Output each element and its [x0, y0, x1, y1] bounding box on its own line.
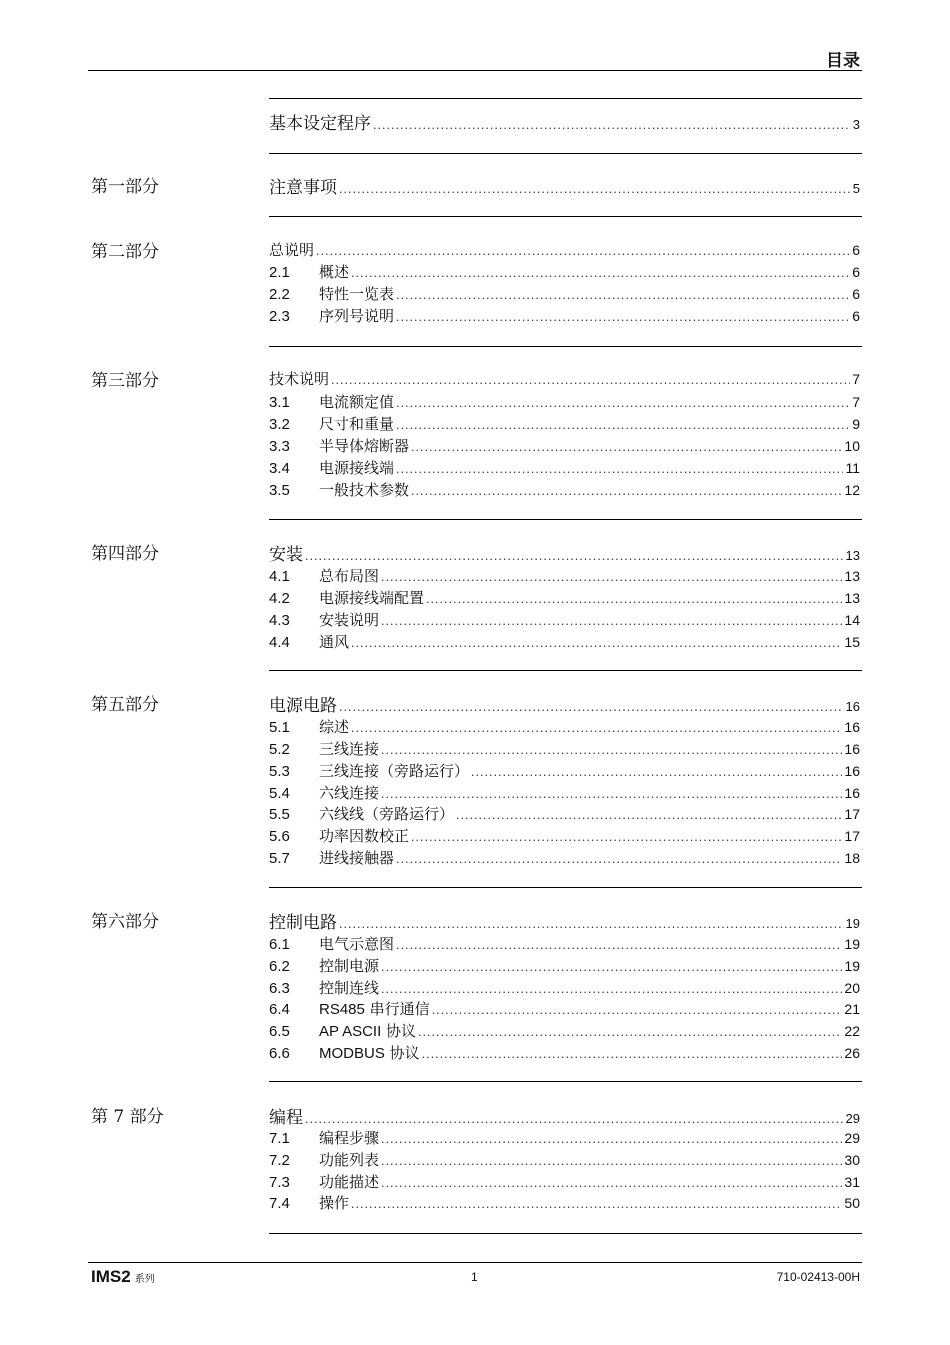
toc-subentry[interactable]	[269, 435, 860, 456]
toc-subentry-page: 13	[844, 568, 860, 584]
dot-leader	[381, 615, 842, 628]
dot-leader	[381, 961, 842, 974]
toc-subentry-page: 16	[844, 785, 860, 801]
toc-entry-page: 13	[845, 548, 860, 563]
toc-entry-label: 安装	[269, 545, 303, 565]
toc-subentry-number: 5.6	[269, 828, 290, 845]
dot-leader	[381, 1177, 842, 1190]
toc-subentry-page: 20	[844, 980, 860, 996]
toc-entry-page: 16	[845, 699, 860, 714]
toc-subentry-page: 16	[844, 741, 860, 757]
toc-subentry[interactable]	[269, 1127, 860, 1148]
toc-subentry-page: 19	[844, 958, 860, 974]
toc-entry-s7[interactable]	[269, 1103, 860, 1128]
toc-subentry-page: 11	[845, 460, 860, 476]
dot-leader	[411, 485, 842, 498]
toc-subentry-page: 21	[844, 1001, 860, 1017]
toc-subentry-label: 综述	[319, 718, 350, 736]
toc-subentry-page: 10	[844, 438, 860, 454]
toc-entry-page: 29	[845, 1111, 860, 1126]
toc-subentry-page: 7	[852, 394, 860, 410]
toc-subentry[interactable]	[269, 825, 860, 846]
toc-subentry-number: 5.7	[269, 850, 290, 867]
toc-subentry-number: 5.1	[269, 719, 290, 736]
toc-subentry-page: 30	[844, 1152, 860, 1168]
toc-subentry[interactable]	[269, 261, 860, 282]
section-divider	[269, 346, 862, 347]
toc-subentry-label: 六线线（旁路运行）	[319, 805, 455, 823]
toc-subentry-label: 电源接线端配置	[319, 589, 425, 607]
dot-leader	[471, 766, 842, 779]
toc-subentry-number: 2.2	[269, 286, 290, 303]
section-divider	[269, 670, 862, 671]
toc-subentry-number: 5.4	[269, 785, 290, 802]
toc-subentry-label: 一般技术参数	[319, 481, 410, 499]
toc-subentry-label: 进线接触器	[319, 849, 395, 867]
toc-subentry[interactable]	[269, 631, 860, 652]
toc-subentry-number: 6.2	[269, 958, 290, 975]
toc-subentry[interactable]	[269, 803, 860, 824]
toc-entry-s1[interactable]	[269, 173, 860, 198]
toc-subentry[interactable]	[269, 933, 860, 954]
toc-subentry-number: 4.3	[269, 612, 290, 629]
part-heading: 第一部分	[91, 177, 159, 197]
toc-entry-s4[interactable]	[269, 540, 860, 565]
dot-leader	[381, 744, 842, 757]
dot-leader	[396, 419, 850, 432]
dot-leader	[351, 637, 842, 650]
toc-subentry-page: 15	[844, 634, 860, 650]
toc-subentry-number: 2.3	[269, 308, 290, 325]
dot-leader	[381, 788, 842, 801]
toc-subentry-page: 17	[844, 806, 860, 822]
toc-subentry[interactable]	[269, 305, 860, 326]
section-divider	[269, 98, 862, 99]
footer-brand	[91, 1267, 155, 1287]
toc-subentry-number: 5.3	[269, 763, 290, 780]
toc-subentry[interactable]	[269, 1171, 860, 1192]
toc-subentry-label	[319, 1042, 420, 1063]
toc-subentry-page: 19	[844, 936, 860, 952]
toc-subentry-label: 安装说明	[319, 611, 380, 629]
toc-subentry[interactable]	[269, 587, 860, 608]
section-divider	[269, 216, 862, 217]
toc-subentry-page: 6	[852, 264, 860, 280]
toc-subentry-label: 特性一览表	[319, 285, 395, 303]
dot-leader	[381, 1133, 842, 1146]
toc-subentry[interactable]	[269, 1020, 860, 1041]
toc-subentry[interactable]	[269, 1042, 860, 1063]
toc-subentry-page: 9	[852, 416, 860, 432]
dot-leader	[351, 722, 842, 735]
part-heading: 第五部分	[91, 695, 159, 715]
toc-subentry-number: 5.5	[269, 806, 290, 823]
toc-subentry-number: 7.4	[269, 1195, 290, 1212]
toc-subentry[interactable]	[269, 457, 860, 478]
toc-subentry-label: 三线连接	[319, 740, 380, 758]
toc-subentry-number: 7.1	[269, 1130, 290, 1147]
toc-subentry-page: 18	[844, 850, 860, 866]
toc-subentry-page: 12	[844, 482, 860, 498]
toc-entry-label: 总说明	[269, 241, 315, 259]
dot-leader	[418, 1026, 842, 1039]
toc-subentry-number: 4.2	[269, 590, 290, 607]
toc-subentry[interactable]	[269, 1149, 860, 1170]
toc-subentry-number: 3.1	[269, 394, 290, 411]
dot-leader	[396, 289, 850, 302]
toc-subentry-page: 13	[844, 590, 860, 606]
toc-subentry-label: 控制连线	[319, 979, 380, 997]
dot-leader	[426, 593, 842, 606]
toc-subentry-label: 序列号说明	[319, 307, 395, 325]
toc-entry-page: 5	[852, 181, 860, 196]
document-code: 710-02413-00H	[776, 1270, 860, 1284]
section-divider	[269, 1081, 862, 1082]
toc-subentry-label: 通风	[319, 633, 350, 651]
toc-subentry-page: 31	[844, 1174, 860, 1190]
toc-subentry-label-latin: AP ASCII	[319, 1023, 382, 1040]
dot-leader	[411, 441, 842, 454]
toc-subentry-page: 6	[852, 286, 860, 302]
toc-entry-label: 基本设定程序	[269, 114, 371, 134]
header-divider	[88, 70, 862, 71]
toc-subentry-number: 3.3	[269, 438, 290, 455]
toc-subentry-label: 功能描述	[319, 1173, 380, 1191]
part-heading: 第三部分	[91, 371, 159, 391]
page-number: 1	[471, 1270, 478, 1284]
toc-entry-s6[interactable]	[269, 908, 860, 933]
toc-subentry-label: 六线连接	[319, 784, 380, 802]
toc-subentry-page: 16	[844, 719, 860, 735]
page-title: 目录	[826, 51, 860, 71]
toc-entry-page: 3	[852, 117, 860, 132]
toc-subentry[interactable]	[269, 391, 860, 412]
dot-leader	[316, 245, 850, 258]
part-heading: 第四部分	[91, 544, 159, 564]
toc-subentry[interactable]	[269, 283, 860, 304]
dot-leader	[351, 1198, 842, 1211]
toc-entry-s2[interactable]	[269, 239, 860, 260]
dot-leader	[396, 311, 850, 324]
dot-leader	[339, 183, 851, 196]
section-divider	[269, 887, 862, 888]
part-heading: 第二部分	[91, 242, 159, 262]
toc-subentry-label: 概述	[319, 263, 350, 281]
dot-leader	[351, 267, 850, 280]
toc-subentry-number: 2.1	[269, 264, 290, 281]
toc-subentry-page: 14	[844, 612, 860, 628]
dot-leader	[339, 701, 844, 714]
toc-subentry-label: 三线连接（旁路运行）	[319, 762, 470, 780]
toc-subentry-number: 6.5	[269, 1023, 290, 1040]
toc-subentry-page: 29	[844, 1130, 860, 1146]
toc-subentry-page: 26	[844, 1045, 860, 1061]
section-divider	[269, 153, 862, 154]
toc-subentry-page: 16	[844, 763, 860, 779]
toc-subentry-number: 6.4	[269, 1001, 290, 1018]
toc-subentry-label-cjk: 协议	[384, 1044, 420, 1062]
toc-entry-label: 注意事项	[269, 178, 337, 198]
dot-leader	[396, 939, 842, 952]
toc-subentry-label-cjk: 协议	[381, 1022, 417, 1040]
toc-subentry-label: 编程步骤	[319, 1129, 380, 1147]
toc-subentry-label: 控制电源	[319, 957, 380, 975]
toc-subentry-label: 总布局图	[319, 567, 380, 585]
toc-subentry-label-latin: MODBUS	[319, 1045, 385, 1062]
brand-name: IMS2	[91, 1267, 131, 1286]
dot-leader	[396, 463, 843, 476]
toc-subentry-label	[319, 998, 430, 1019]
toc-entry-page: 7	[852, 371, 860, 387]
toc-entry-s3[interactable]	[269, 368, 860, 389]
toc-entry-page: 6	[852, 242, 860, 258]
footer-divider	[88, 1262, 862, 1263]
toc-subentry[interactable]	[269, 998, 860, 1019]
toc-subentry-page: 22	[844, 1023, 860, 1039]
toc-subentry[interactable]	[269, 413, 860, 434]
brand-series: 系列	[134, 1274, 155, 1285]
toc-subentry-label: 电流额定值	[319, 393, 395, 411]
toc-subentry-number: 4.1	[269, 568, 290, 585]
toc-subentry[interactable]	[269, 738, 860, 759]
section-divider	[269, 1233, 862, 1234]
toc-subentry-page: 50	[844, 1195, 860, 1211]
toc-subentry[interactable]	[269, 479, 860, 500]
toc-subentry-label: 操作	[319, 1194, 350, 1212]
dot-leader	[432, 1004, 843, 1017]
toc-subentry-number: 6.6	[269, 1045, 290, 1062]
toc-subentry-page: 17	[844, 828, 860, 844]
dot-leader	[305, 1113, 844, 1126]
toc-subentry-number: 4.4	[269, 634, 290, 651]
toc-subentry-number: 6.1	[269, 936, 290, 953]
toc-subentry-page: 6	[852, 308, 860, 324]
toc-subentry[interactable]	[269, 760, 860, 781]
dot-leader	[305, 550, 844, 563]
part-heading: 第 7 部分	[91, 1107, 164, 1127]
dot-leader	[396, 853, 842, 866]
dot-leader	[331, 374, 850, 387]
dot-leader	[339, 918, 844, 931]
toc-subentry-label: 电源接线端	[319, 459, 395, 477]
toc-entry-label: 电源电路	[269, 696, 337, 716]
toc-subentry[interactable]	[269, 977, 860, 998]
dot-leader	[422, 1048, 843, 1061]
toc-subentry-number: 3.5	[269, 482, 290, 499]
toc-subentry-label: 半导体熔断器	[319, 437, 410, 455]
toc-subentry-label: 功率因数校正	[319, 827, 410, 845]
toc-subentry[interactable]	[269, 782, 860, 803]
toc-subentry[interactable]	[269, 847, 860, 868]
toc-subentry[interactable]	[269, 565, 860, 586]
toc-subentry-number: 6.3	[269, 980, 290, 997]
dot-leader	[381, 1155, 842, 1168]
toc-entry-s5[interactable]	[269, 691, 860, 716]
toc-subentry-label: 尺寸和重量	[319, 415, 395, 433]
dot-leader	[396, 397, 850, 410]
toc-subentry-label-cjk: 串行通信	[364, 1000, 430, 1018]
toc-subentry[interactable]	[269, 1192, 860, 1213]
toc-subentry[interactable]	[269, 716, 860, 737]
toc-entry-label: 控制电路	[269, 913, 337, 933]
toc-subentry-number: 7.3	[269, 1174, 290, 1191]
toc-subentry-label-latin: RS485	[319, 1001, 365, 1018]
toc-entry-intro[interactable]	[269, 109, 860, 134]
dot-leader	[411, 831, 842, 844]
dot-leader	[373, 119, 851, 132]
dot-leader	[381, 983, 842, 996]
toc-subentry-number: 3.2	[269, 416, 290, 433]
toc-subentry-label: 电气示意图	[319, 935, 395, 953]
toc-subentry[interactable]	[269, 955, 860, 976]
toc-subentry-number: 5.2	[269, 741, 290, 758]
dot-leader	[381, 571, 842, 584]
toc-entry-label: 编程	[269, 1108, 303, 1128]
toc-subentry-label	[319, 1020, 416, 1041]
toc-subentry[interactable]	[269, 609, 860, 630]
toc-subentry-number: 3.4	[269, 460, 290, 477]
toc-subentry-number: 7.2	[269, 1152, 290, 1169]
toc-entry-page: 19	[845, 916, 860, 931]
section-divider	[269, 519, 862, 520]
dot-leader	[456, 809, 842, 822]
toc-entry-label: 技术说明	[269, 370, 330, 388]
toc-subentry-label: 功能列表	[319, 1151, 380, 1169]
part-heading: 第六部分	[91, 912, 159, 932]
